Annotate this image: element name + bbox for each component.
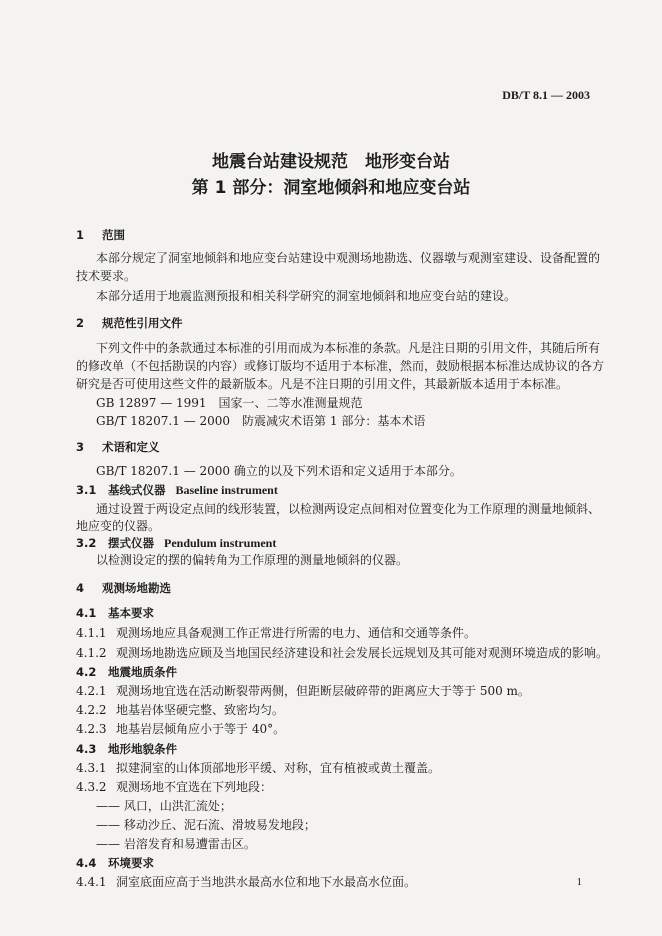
- subsection-4-1-heading: 4.1 基本要求: [76, 606, 154, 620]
- title-line-2: 第 1 部分：洞室地倾斜和地应变台站: [191, 178, 471, 198]
- term-3-1-definition-b: 地应变的仪器。: [76, 519, 161, 533]
- clause-4-1-1: 4.1.1 观测场地应具备观测工作正常进行所需的电力、通信和交通等条件。: [76, 626, 477, 640]
- section-4-heading: 4 观测场地勘选: [76, 581, 171, 595]
- clause-4-1-2: 4.1.2 观测场地勘选应顾及当地国民经济建设和社会发展长远规划及其可能对观测环境造成的影响。: [76, 646, 609, 660]
- clause-4-4-1: 4.4.1 洞室底面应高于当地洪水最高水位和地下水最高水位面。: [76, 875, 417, 889]
- clause-4-2-2: 4.2.2 地基岩体坚硬完整、致密均匀。: [76, 703, 285, 717]
- s1-paragraph-1a: 本部分规定了洞室地倾斜和地应变台站建设中观测场地勘选、仪器墩与观测室建设、设备配置的: [96, 251, 601, 265]
- clause-4-3-2: 4.3.2 观测场地不宜选在下列地段：: [76, 780, 273, 794]
- list-item: —— 风口，山洪汇流处；: [96, 799, 232, 813]
- s2-paragraph-1c: 研究是否可使用这些文件的最新版本。凡是不注日期的引用文件，其最新版本适用于本标准。: [76, 377, 569, 391]
- list-item: —— 岩溶发育和易遭雷击区。: [96, 837, 256, 851]
- s1-paragraph-1b: 技术要求。: [76, 269, 137, 283]
- section-3-heading: 3 术语和定义: [76, 440, 160, 454]
- list-item: —— 移动沙丘、泥石流、滑坡易发地段；: [96, 818, 316, 832]
- subsection-4-3-heading: 4.3 地形地貌条件: [76, 742, 177, 756]
- page-number: 1: [576, 876, 582, 888]
- term-3-2-heading: 3.2 摆式仪器 Pendulum instrument: [76, 536, 277, 550]
- s1-paragraph-2: 本部分适用于地震监测预报和相关科学研究的洞室地倾斜和地应变台站的建设。: [96, 289, 517, 303]
- s3-paragraph-1: GB/T 18207.1 — 2000 确立的以及下列术语和定义适用于本部分。: [96, 464, 462, 478]
- s2-paragraph-1a: 下列文件中的条款通过本标准的引用而成为本标准的条款。凡是注日期的引用文件，其随后所有: [96, 341, 601, 355]
- reference-2: GB/T 18207.1 — 2000 防震减灾术语第 1 部分：基本术语: [96, 414, 426, 428]
- subsection-4-4-heading: 4.4 环境要求: [76, 856, 154, 870]
- term-3-1-definition-a: 通过设置于两设定点间的线形装置，以检测两设定点间相对位置变化为工作原理的测量地倾斜、: [96, 502, 601, 516]
- title-line-1: 地震台站建设规范 地形变台站: [212, 152, 450, 172]
- term-3-1-heading: 3.1 基线式仪器 Baseline instrument: [76, 483, 278, 497]
- term-3-2-definition: 以检测设定的摆的偏转角为工作原理的测量地倾斜的仪器。: [96, 553, 409, 567]
- reference-1: GB 12897 — 1991 国家一、二等水准测量规范: [96, 396, 363, 410]
- clause-4-2-3: 4.2.3 地基岩层倾角应小于等于 40°。: [76, 722, 286, 736]
- clause-4-2-1: 4.2.1 观测场地宜选在活动断裂带两侧，但距断层破碎带的距离应大于等于 500 m。: [76, 684, 530, 698]
- standard-code: DB/T 8.1 — 2003: [502, 88, 590, 102]
- section-2-heading: 2 规范性引用文件: [76, 316, 183, 330]
- clause-4-3-1: 4.3.1 拟建洞室的山体顶部地形平缓、对称，宜有植被或黄土覆盖。: [76, 761, 441, 775]
- s2-paragraph-1b: 的修改单（不包括勘误的内容）或修订版均不适用于本标准，然而，鼓励根据本标准达成协议的各方: [76, 359, 605, 373]
- subsection-4-2-heading: 4.2 地震地质条件: [76, 665, 177, 679]
- section-1-heading: 1 范围: [76, 228, 125, 242]
